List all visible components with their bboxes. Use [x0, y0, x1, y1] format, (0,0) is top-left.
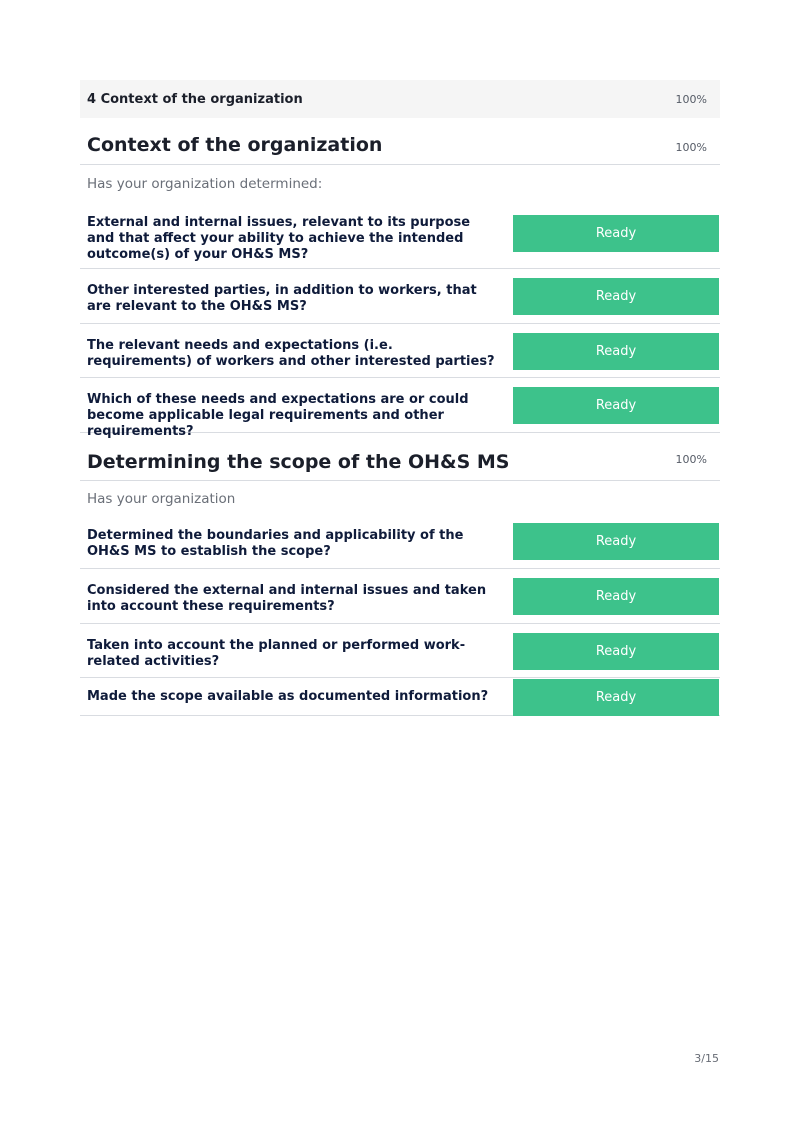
question-item [80, 378, 720, 439]
section-header [80, 80, 720, 118]
subsection-title: Context of the organization [87, 134, 383, 156]
subsection-title: Determining the scope of the OH&S MS [87, 451, 510, 473]
question-text: Taken into account the planned or performed work-related activities? [87, 638, 466, 669]
answer-ready-button[interactable]: Ready [513, 215, 719, 252]
question-text: Which of these needs and expectations are or could become applicable legal requirements and other requirements? [87, 392, 469, 439]
question-text: Determined the boundaries and applicability of the OH&S MS to establish the scope? [87, 528, 464, 559]
question-item [80, 269, 720, 324]
answer-ready-button[interactable]: Ready [513, 387, 719, 424]
question-text: Considered the external and internal issues and taken into account these requirements? [87, 583, 487, 614]
answer-ready-button[interactable]: Ready [513, 278, 719, 315]
subsection-header [80, 433, 720, 481]
subsection-header [80, 118, 720, 165]
subsection-instruction: Has your organization determined: [87, 176, 323, 192]
question-text: External and internal issues, relevant to its purpose and that affect your ability to achieve the intended outcome(s) of your OH&S MS? [87, 215, 471, 262]
answer-ready-button[interactable]: Ready [513, 578, 719, 615]
answer-ready-button[interactable]: Ready [513, 633, 719, 670]
subsection-score: 100% [675, 141, 707, 154]
question-item [80, 678, 720, 716]
answer-ready-button[interactable]: Ready [513, 523, 719, 560]
question-item [80, 215, 720, 269]
page-number: 3/15 [694, 1052, 719, 1065]
section-title: 4 Context of the organization [87, 91, 303, 107]
question-text: Made the scope available as documented information? [87, 689, 489, 704]
answer-ready-button[interactable]: Ready [513, 333, 719, 370]
subsection-score: 100% [675, 453, 707, 466]
question-item [80, 624, 720, 678]
question-item [80, 324, 720, 378]
question-item [80, 569, 720, 624]
section-score: 100% [675, 92, 707, 106]
question-item [80, 523, 720, 569]
question-text: Other interested parties, in addition to workers, that are relevant to the OH&S MS? [87, 283, 477, 314]
report-page [80, 80, 720, 716]
question-text: The relevant needs and expectations (i.e. requirements) of workers and other interested parties? [87, 338, 495, 369]
answer-ready-button[interactable]: Ready [513, 679, 719, 716]
subsection-instruction: Has your organization [87, 491, 236, 507]
